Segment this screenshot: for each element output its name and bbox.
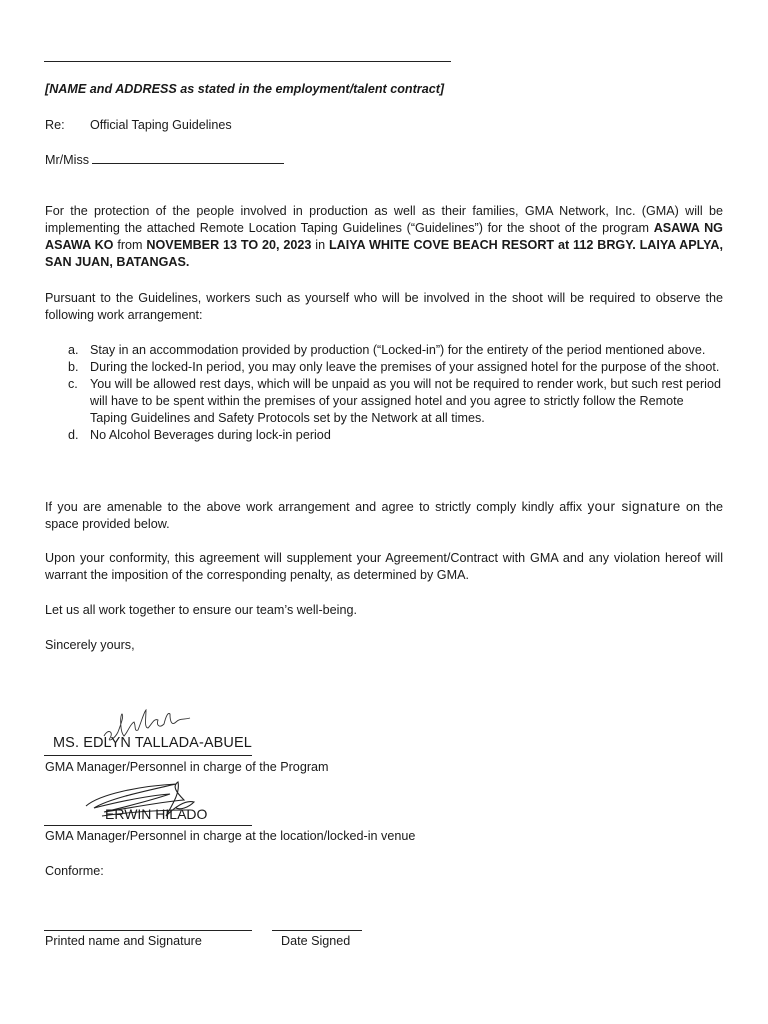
wellbeing-paragraph: Let us all work together to ensure our team’s well-being. xyxy=(45,603,357,617)
date-signed-line[interactable] xyxy=(272,930,362,931)
list-text: Stay in an accommodation provided by production (“Locked-in”) for the entirety of the period mentioned above. xyxy=(90,343,706,357)
amenable-signature-text: your signature xyxy=(587,499,681,514)
conformity-paragraph: Upon your conformity, this agreement will supplement your Agreement/Contract with GMA and any violation hereof will warrant the imposition of the corresponding penalty, as determined by GMA. xyxy=(45,551,723,582)
signature-line-2 xyxy=(44,825,252,826)
amenable-text-2: on the space provided below. xyxy=(45,500,724,531)
work-arrangement-list xyxy=(68,342,723,444)
shoot-dates: NOVEMBER 13 TO 20, 2023 xyxy=(146,238,312,252)
salutation-line xyxy=(45,151,284,169)
printed-name-label: Printed name and Signature xyxy=(45,934,202,948)
list-text: During the locked-In period, you may only leave the premises of your assigned hotel for the purpose of the shoot. xyxy=(90,360,720,374)
signatory-1-role: GMA Manager/Personnel in charge of the Program xyxy=(45,760,329,774)
list-marker: d. xyxy=(68,428,79,442)
top-rule xyxy=(44,61,451,62)
list-item xyxy=(68,376,723,427)
signatory-2-role: GMA Manager/Personnel in charge at the location/locked-in venue xyxy=(45,829,416,843)
signatory-2-name: ERWIN HILADO xyxy=(105,806,208,822)
name-blank xyxy=(92,151,284,164)
closing: Sincerely yours, xyxy=(45,638,135,652)
conforme-label: Conforme: xyxy=(45,864,104,878)
list-marker: c. xyxy=(68,377,78,391)
list-text: You will be allowed rest days, which will be unpaid as you will not be required to render work, but such rest period will have to be spent within the premises of your assigned hotel and you agree to strictly follow the Remote Taping Guidelines and Safety Protocols set by the Network at all times. xyxy=(90,377,721,425)
intro-text-3: in xyxy=(311,238,329,252)
subject-line xyxy=(45,117,232,134)
date-signed-label: Date Signed xyxy=(281,934,351,948)
list-item xyxy=(68,342,723,359)
program-name: ASAWA NG ASAWA KO xyxy=(45,221,723,252)
shoot-location: LAIYA WHITE COVE BEACH RESORT at 112 BRGY. LAIYA APLYA, SAN JUAN, BATANGAS. xyxy=(45,238,724,269)
intro-paragraph xyxy=(45,203,723,271)
re-subject: Official Taping Guidelines xyxy=(90,118,232,132)
list-item xyxy=(68,359,723,376)
salutation: Mr/Miss xyxy=(45,153,90,167)
printed-name-signature-line[interactable] xyxy=(44,930,252,931)
intro-text-2: from xyxy=(113,238,147,252)
signature-line-1 xyxy=(44,755,252,756)
amenable-text-1: If you are amenable to the above work arrangement and agree to strictly comply kindly affix xyxy=(45,500,588,514)
list-item xyxy=(68,427,723,444)
signatory-1-name: MS. EDLYN TALLADA-ABUEL xyxy=(53,735,252,751)
intro-text-1: For the protection of the people involved in production as well as their families, GMA Network, Inc. (GMA) will be implementing the attached Remote Location Taping Guidelines (“Guidelines”) for the shoot of the program xyxy=(45,204,723,235)
re-label: Re: xyxy=(45,118,65,132)
list-marker: a. xyxy=(68,343,79,357)
addressee-placeholder: [NAME and ADDRESS as stated in the employment/talent contract] xyxy=(45,82,445,96)
list-marker: b. xyxy=(68,360,79,374)
list-text: No Alcohol Beverages during lock-in period xyxy=(90,428,331,442)
amenable-paragraph xyxy=(45,498,723,533)
guidelines-paragraph: Pursuant to the Guidelines, workers such as yourself who will be involved in the shoot will be required to observe the following work arrangement: xyxy=(45,291,723,322)
